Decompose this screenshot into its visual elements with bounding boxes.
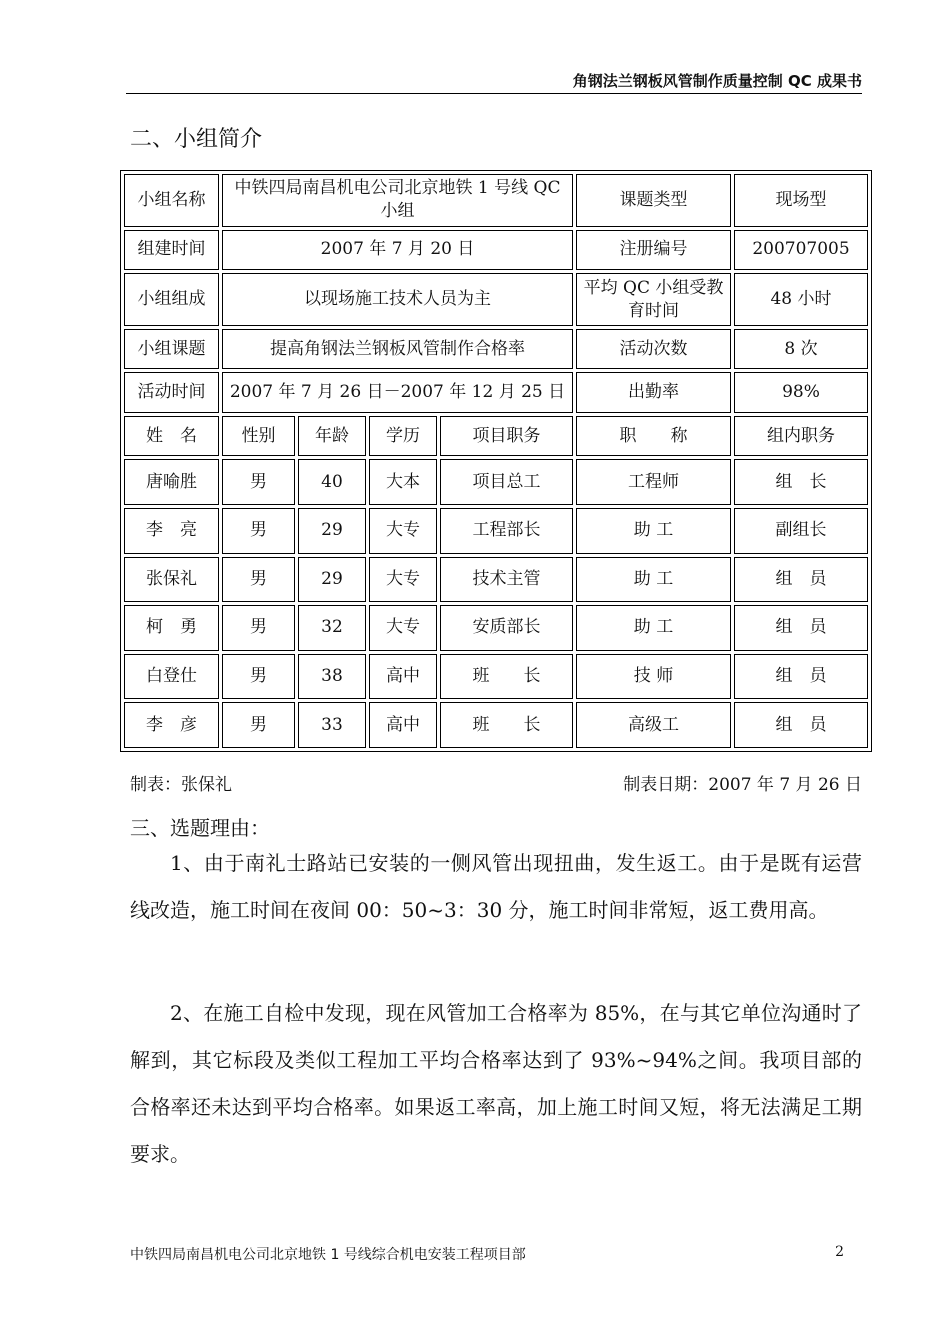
member-header-cell: 学历 xyxy=(369,416,437,457)
attendance-value: 98% xyxy=(734,372,868,413)
member-cell: 助 工 xyxy=(576,557,731,603)
member-cell: 男 xyxy=(222,557,295,603)
composition-label: 小组组成 xyxy=(124,273,219,326)
member-row xyxy=(124,654,868,700)
activity-count-label: 活动次数 xyxy=(576,329,731,370)
member-cell: 高中 xyxy=(369,654,437,700)
member-cell: 工程师 xyxy=(576,459,731,505)
member-cell: 组 员 xyxy=(734,702,868,748)
founded-value: 2007 年 7 月 20 日 xyxy=(222,230,573,271)
member-cell: 项目总工 xyxy=(440,459,573,505)
member-row xyxy=(124,702,868,748)
member-row xyxy=(124,508,868,554)
member-cell: 大专 xyxy=(369,557,437,603)
member-cell: 38 xyxy=(298,654,366,700)
member-cell: 白登仕 xyxy=(124,654,219,700)
activity-time-label: 活动时间 xyxy=(124,372,219,413)
member-cell: 29 xyxy=(298,508,366,554)
member-cell: 大本 xyxy=(369,459,437,505)
member-cell: 唐喻胜 xyxy=(124,459,219,505)
member-cell: 副组长 xyxy=(734,508,868,554)
reason-paragraph-1: 1、由于南礼士路站已安装的一侧风管出现扭曲，发生返工。由于是既有运营线改造，施工时间在夜间 00：50~3：30 分，施工时间非常短，返工费用高。 xyxy=(130,851,862,922)
member-cell: 男 xyxy=(222,702,295,748)
member-row xyxy=(124,459,868,505)
edu-time-label: 平均 QC 小组受教育时间 xyxy=(576,273,731,326)
member-cell: 高级工 xyxy=(576,702,731,748)
member-header-cell: 组内职务 xyxy=(734,416,868,457)
founded-label: 组建时间 xyxy=(124,230,219,271)
team-name-label: 小组名称 xyxy=(124,174,219,227)
member-cell: 大专 xyxy=(369,508,437,554)
member-cell: 助 工 xyxy=(576,508,731,554)
subject-label: 小组课题 xyxy=(124,329,219,370)
activity-count-value: 8 次 xyxy=(734,329,868,370)
table-maker: 制表：张保礼 xyxy=(130,775,232,795)
team-info-table xyxy=(120,170,872,752)
member-cell: 李 亮 xyxy=(124,508,219,554)
member-cell: 男 xyxy=(222,459,295,505)
member-header-row xyxy=(124,416,868,457)
member-cell: 40 xyxy=(298,459,366,505)
member-header-cell: 姓 名 xyxy=(124,416,219,457)
member-cell: 33 xyxy=(298,702,366,748)
section-title-topic-reason: 三、选题理由： xyxy=(130,816,270,840)
member-cell: 组 长 xyxy=(734,459,868,505)
page-number: 2 xyxy=(835,1244,844,1260)
member-header-cell: 性别 xyxy=(222,416,295,457)
member-header-cell: 年龄 xyxy=(298,416,366,457)
member-cell: 男 xyxy=(222,654,295,700)
member-cell: 技术主管 xyxy=(440,557,573,603)
document-header-title: 角钢法兰钢板风管制作质量控制 QC 成果书 xyxy=(572,72,862,90)
member-cell: 29 xyxy=(298,557,366,603)
reason-paragraph-2: 2、在施工自检中发现，现在风管加工合格率为 85%，在与其它单位沟通时了解到，其它标段及类似工程加工平均合格率达到了 93%~94%之间。我项目部的合格率还未达到平均合格率。如果返工率高，加上施工时间又短，将无法满足工期要求。 xyxy=(130,1001,862,1166)
member-cell: 32 xyxy=(298,605,366,651)
table-date: 制表日期：2007 年 7 月 26 日 xyxy=(623,775,862,795)
member-cell: 安质部长 xyxy=(440,605,573,651)
member-cell: 技 师 xyxy=(576,654,731,700)
member-cell: 张保礼 xyxy=(124,557,219,603)
member-cell: 高中 xyxy=(369,702,437,748)
header-rule xyxy=(126,93,862,94)
member-cell: 工程部长 xyxy=(440,508,573,554)
member-cell: 组 员 xyxy=(734,654,868,700)
member-cell: 班 长 xyxy=(440,702,573,748)
member-cell: 男 xyxy=(222,508,295,554)
topic-type-label: 课题类型 xyxy=(576,174,731,227)
subject-value: 提高角钢法兰钢板风管制作合格率 xyxy=(222,329,573,370)
reg-no-value: 200707005 xyxy=(734,230,868,271)
member-row xyxy=(124,605,868,651)
activity-time-value: 2007 年 7 月 26 日－2007 年 12 月 25 日 xyxy=(222,372,573,413)
team-name-value: 中铁四局南昌机电公司北京地铁 1 号线 QC 小组 xyxy=(222,174,573,227)
attendance-label: 出勤率 xyxy=(576,372,731,413)
section-title-team-intro: 二、小组简介 xyxy=(130,127,263,152)
member-cell: 李 彦 xyxy=(124,702,219,748)
reg-no-label: 注册编号 xyxy=(576,230,731,271)
member-cell: 柯 勇 xyxy=(124,605,219,651)
member-header-cell: 职 称 xyxy=(576,416,731,457)
member-cell: 班 长 xyxy=(440,654,573,700)
topic-type-value: 现场型 xyxy=(734,174,868,227)
member-cell: 组 员 xyxy=(734,605,868,651)
member-cell: 组 员 xyxy=(734,557,868,603)
composition-value: 以现场施工技术人员为主 xyxy=(222,273,573,326)
member-header-cell: 项目职务 xyxy=(440,416,573,457)
member-cell: 男 xyxy=(222,605,295,651)
member-cell: 助 工 xyxy=(576,605,731,651)
member-cell: 大专 xyxy=(369,605,437,651)
edu-time-value: 48 小时 xyxy=(734,273,868,326)
member-row xyxy=(124,557,868,603)
footer-organization: 中铁四局南昌机电公司北京地铁 1 号线综合机电安装工程项目部 xyxy=(130,1247,526,1263)
